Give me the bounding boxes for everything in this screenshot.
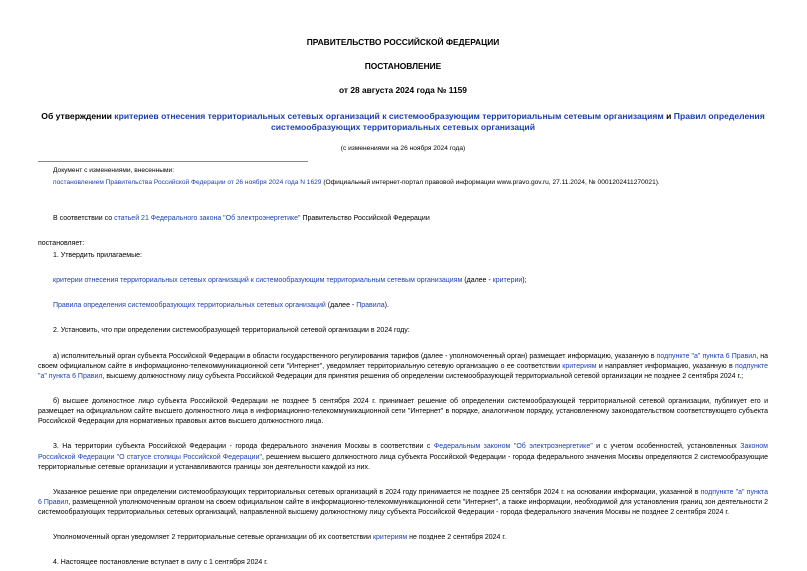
- rules-short-link[interactable]: Правила: [356, 302, 385, 310]
- paragraph: 2. Установить, что при определении системообразующей территориальной сетевой организации в 2024 году:: [53, 327, 410, 335]
- criteria-link[interactable]: критерии отнесения территориальных сетевых организаций к системообразующим территориальным сетевым организациям: [53, 277, 463, 285]
- criteria-short-link[interactable]: критерии: [492, 277, 523, 285]
- criteria-link[interactable]: критериям: [372, 534, 408, 542]
- paragraph: Уполномоченный орган уведомляет 2 территориальные сетевые организации об их соответствии критериям не позднее 2 сентября 2024 г.: [53, 534, 507, 542]
- federal-law-link[interactable]: Федеральным законом "Об электроэнергетике": [433, 443, 593, 451]
- paragraph: 3. На территории субъекта Российской Федерации - города федерального значения Москвы в соответствии с Федеральным законом "Об электроэнергетике" и с учетом особенностей, установленных Законом Российской Федерации "О статусе столицы Российской Федерации", решением высшего должностного лица субъекта Российской Федерации - города федерального значения Москвы определяются 2 системообразующие территориальные сетевые организации и устанавливаются границы зон деятельности каждой из них.: [38, 443, 768, 471]
- rules-link[interactable]: Правила определения системообразующих территориальных сетевых организаций: [53, 302, 326, 310]
- subpoint-link[interactable]: подпункте "а" пункта 6 Правил: [38, 362, 768, 380]
- subpoint-link[interactable]: подпункте "а" пункта 6 Правил: [656, 352, 757, 360]
- capital-law-link[interactable]: Законом Российской Федерации "О статусе столицы Российской Федерации": [38, 443, 768, 461]
- divider: [38, 161, 308, 162]
- title-link-rules[interactable]: Правил определения системообразующих территориальных сетевых организаций: [271, 110, 765, 133]
- title-link-criteria[interactable]: критериев отнесения территориальных сетевых организаций к системообразующим территориальным сетевым организациям: [114, 110, 664, 121]
- subpoint-link[interactable]: подпункте "а" пункта 6 Правил: [38, 488, 768, 506]
- doc-type: ПОСТАНОВЛЕНИЕ: [364, 61, 442, 72]
- amend-info: Документ с изменениями, внесенными: постановлением Правительства Российской Федерации от 26 ноября 2024 года N 1629 (Официальный интернет-портал правовой информации www.pravo.gov.ru, 27.11.2024, № 0001202411270021).: [53, 165, 768, 187]
- paragraph: 1. Утвердить прилагаемые:: [53, 251, 142, 259]
- paragraph: критерии отнесения территориальных сетевых организаций к системообразующим территориальным сетевым организациям (далее - критерии);: [53, 277, 527, 285]
- paragraph: В соответствии со статьей 21 Федерального закона "Об электроэнергетике" Правительство Российской Федерации: [53, 214, 430, 222]
- gov-heading: ПРАВИТЕЛЬСТВО РОССИЙСКОЙ ФЕДЕРАЦИИ: [306, 37, 500, 47]
- paragraph: Указанное решение при определении системообразующих территориальных сетевых организаций в 2024 году принимается не позднее 25 сентября 2024 г. на основании информации, указанной в подпункте "а" пункта 6 Правил, размещенной уполномоченным органом на своем официальном сайте в информационно-телекоммуникационной сети "Интернет", а также информации, необходимой для установления границ зон деятельности 2 системообразующих территориальных сетевых организаций, направленной высшему должностному лицу субъекта Российской Федерации - города федерального значения Москвы не позднее 2 сентября 2024 г.: [38, 488, 768, 517]
- paragraph: 4. Настоящее постановление вступает в силу с 1 сентября 2024 г.: [53, 559, 268, 567]
- doc-date: от 28 августа 2024 года № 1159: [339, 85, 467, 96]
- paragraph: постановляет:: [38, 239, 85, 247]
- paragraph: б) высшее должностное лицо субъекта Российской Федерации не позднее 5 сентября 2024 г. принимает решение об определении системообразующей территориальной сетевой организации, публикует его и размещает на официальном сайте высшего должностного лица в информационно-телекоммуникационной сети "Интернет" в порядке, аналогичном порядку, установленному законодательством соответствующего субъекта Российской Федерации для нормативных правовых актов высшего должностного лица.: [38, 397, 768, 426]
- amend-label: Документ с изменениями, внесенными:: [53, 167, 175, 175]
- doc-title: Об утверждении критериев отнесения территориальных сетевых организаций к системообразующим территориальным сетевым организациям и Правил определения системообразующих территориальных сетевых организаций: [41, 110, 765, 133]
- document: [38, 30, 768, 569]
- amend-note: (с изменениями на 26 ноября 2024 года): [340, 144, 466, 152]
- criteria-link[interactable]: критериям: [562, 362, 597, 370]
- paragraph: а) исполнительный орган субъекта Российской Федерации в области государственного регулирования тарифов (далее - уполномоченный орган) размещает информацию, указанную в подпункте "а" пункта 6 Правил, на своем официальном сайте в информационно-телекоммуникационной сети "Интернет", уведомляет территориальную сетевую организацию о ее соответствии критериям и направляет информацию, указанную в подпункте "а" пункта 6 Правил, высшему должностному лицу субъекта Российской Федерации для принятия решения об определении системообразующей территориальной сетевой организации не позднее 2 сентября 2024 г.;: [38, 352, 768, 380]
- amend-link[interactable]: постановлением Правительства Российской Федерации от 26 ноября 2024 года N 1629: [53, 178, 322, 186]
- paragraph: Правила определения системообразующих территориальных сетевых организаций (далее - Правила).: [53, 302, 389, 310]
- law-link[interactable]: статьей 21 Федерального закона "Об электроэнергетике": [114, 214, 301, 222]
